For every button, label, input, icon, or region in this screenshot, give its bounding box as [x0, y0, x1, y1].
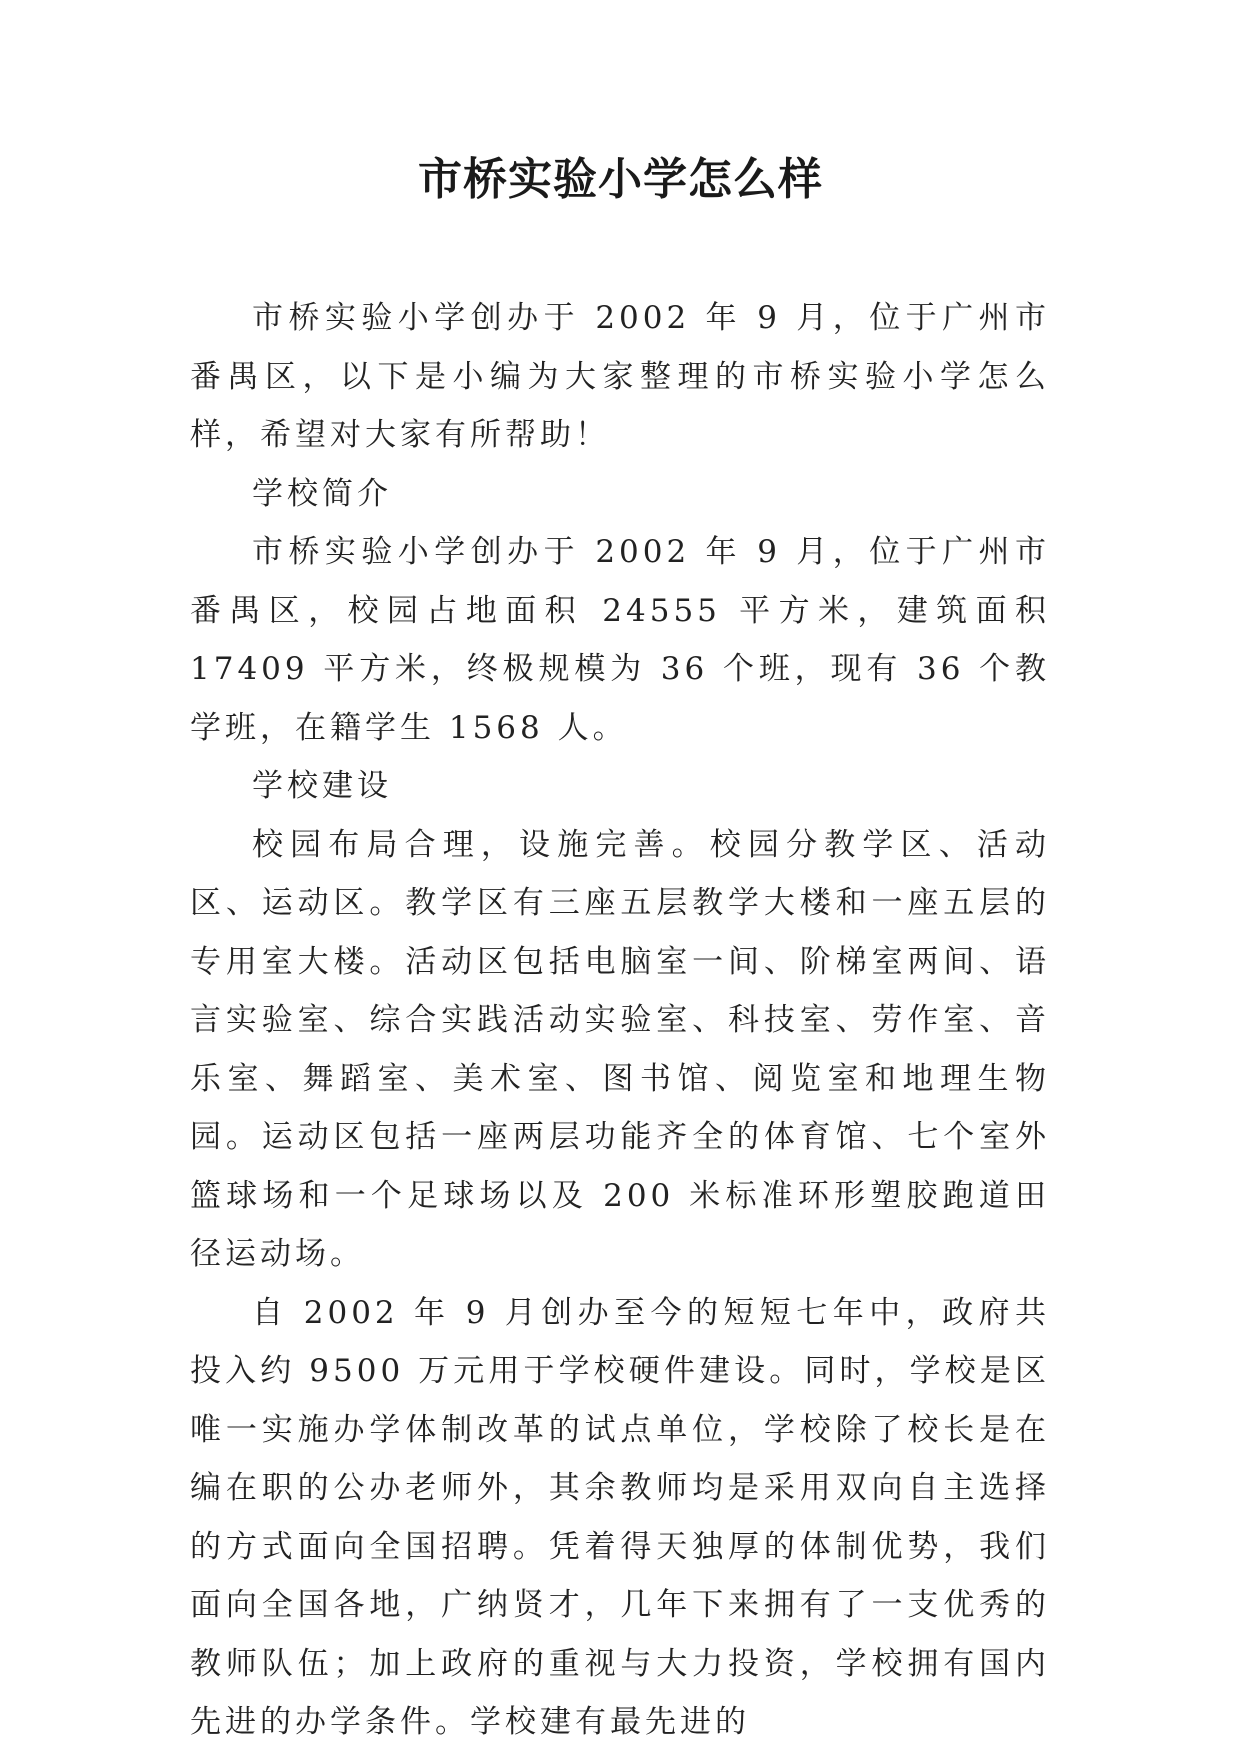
document-body: [190, 289, 1050, 1752]
section-heading-school-intro: 学校简介: [252, 475, 392, 512]
paragraph-investment: 自 2002 年 9 月创办至今的短短七年中，政府共投入约 9500 万元用于学校硬件建设。同时，学校是区唯一实施办学体制改革的试点单位，学校除了校长是在编在职的公办老师外，其余教师均是采用双向自主选择的方式面向全国招聘。凭着得天独厚的体制优势，我们面向全国各地，广纳贤才，几年下来拥有了一支优秀的教师队伍；加上政府的重视与大力投资，学校拥有国内先进的办学条件。学校建有最先进的: [190, 1294, 1050, 1740]
section-heading-school-construction: 学校建设: [252, 768, 392, 804]
paragraph-school-intro: 市桥实验小学创办于 2002 年 9 月，位于广州市番禺区，校园占地面积 24555 平方米，建筑面积 17409 平方米，终极规模为 36 个班，现有 36 个教学班，在籍学生 1568 人。: [190, 534, 1050, 746]
paragraph-campus-layout: 校园布局合理，设施完善。校园分教学区、活动区、运动区。教学区有三座五层教学大楼和一座五层的专用室大楼。活动区包括电脑室一间、阶梯室两间、语言实验室、综合实践活动实验室、科技室、劳作室、音乐室、舞蹈室、美术室、图书馆、阅览室和地理生物园。运动区包括一座两层功能齐全的体育馆、七个室外篮球场和一个足球场以及 200 米标准环形塑胶跑道田径运动场。: [190, 826, 1050, 1272]
paragraph-intro: 市桥实验小学创办于 2002 年 9 月，位于广州市番禺区，以下是小编为大家整理的市桥实验小学怎么样，希望对大家有所帮助！: [190, 300, 1050, 453]
document-title: 市桥实验小学怎么样: [418, 154, 823, 205]
